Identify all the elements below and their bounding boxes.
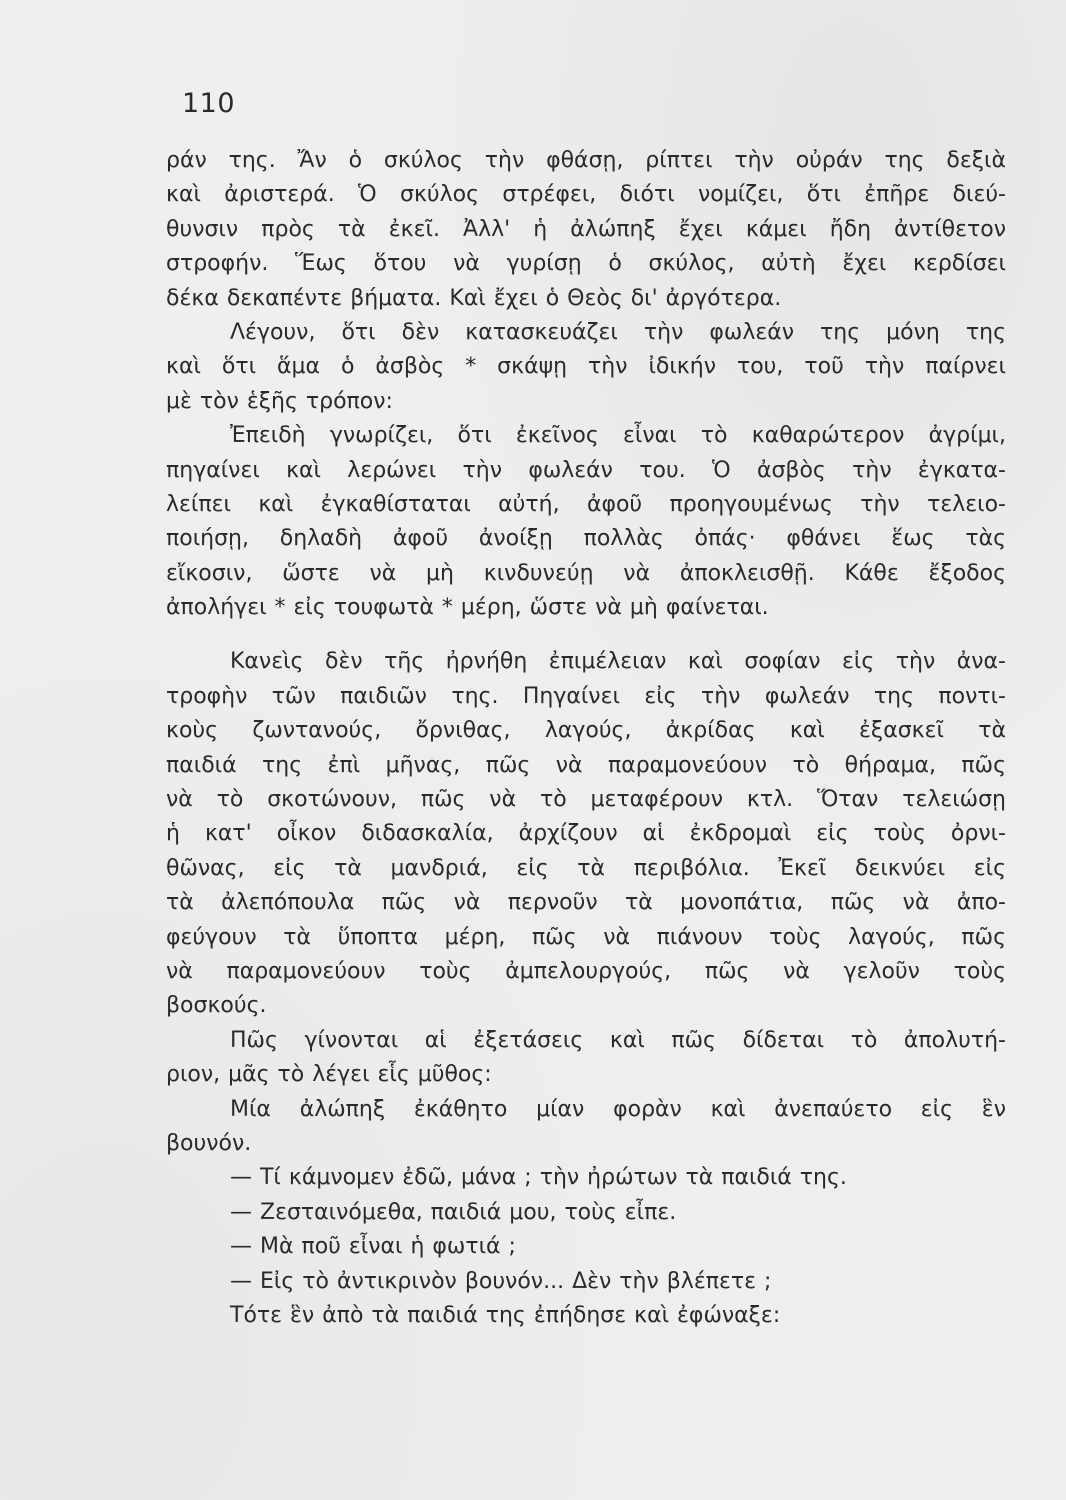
text-line: νὰ τὸ σκοτώνουν, πῶς νὰ τὸ μεταφέρουν κτλ. Ὅταν τελειώσῃ bbox=[166, 787, 1006, 813]
text-line: ράν της. Ἄν ὁ σκύλος τὴν φθάσῃ, ρίπτει τὴν οὐράν της δεξιὰ bbox=[166, 148, 1006, 173]
text-line: τὰ ἀλεπόπουλα πῶς νὰ περνοῦν τὰ μονοπάτια, πῶς νὰ ἀπο- bbox=[166, 890, 1006, 916]
text-line: κοὺς ζωντανούς, ὄρνιθας, λαγούς, ἀκρίδας καὶ ἐξασκεῖ τὰ bbox=[166, 718, 1006, 744]
text-line: — Ζεσταινόμεθα, παιδιά μου, τοὺς εἶπε. bbox=[230, 1199, 677, 1225]
text-line: εἴκοσιν, ὥστε νὰ μὴ κινδυνεύῃ νὰ ἀποκλεισθῇ. Κάθε ἔξοδος bbox=[166, 560, 1006, 586]
paragraph-gap bbox=[166, 625, 1006, 645]
text-line: θυνσιν πρὸς τὰ ἐκεῖ. Ἀλλ' ἡ ἀλώπηξ ἔχει κάμει ἤδη ἀντίθετον bbox=[166, 216, 1006, 242]
text-line: καὶ ὅτι ἅμα ὁ ἀσβὸς * σκάψῃ τὴν ἰδικήν του, τοῦ τὴν παίρνει bbox=[166, 354, 1006, 380]
text-line: — Τί κάμνομεν ἐδῶ, μάνα ; τὴν ἠρώτων τὰ παιδιά της. bbox=[230, 1165, 847, 1191]
text-line: ποιήσῃ, δηλαδὴ ἀφοῦ ἀνοίξῃ πολλὰς ὀπάς· φθάνει ἕως τὰς bbox=[166, 526, 1006, 552]
body-text bbox=[166, 144, 1006, 1333]
text-line: Λέγουν, ὅτι δὲν κατασκευάζει τὴν φωλεάν της μόνη της bbox=[230, 319, 1006, 345]
text-line: ἀπολήγει * εἰς τουφωτὰ * μέρη, ὥστε νὰ μὴ φαίνεται. bbox=[166, 595, 769, 621]
text-line: μὲ τὸν ἑξῆς τρόπον: bbox=[166, 388, 393, 414]
text-line: Κανεὶς δὲν τῆς ἠρνήθη ἐπιμέλειαν καὶ σοφίαν εἰς τὴν ἀνα- bbox=[230, 649, 1006, 675]
page-number: 110 bbox=[182, 88, 236, 119]
text-line: Ἐπειδὴ γνωρίζει, ὅτι ἐκεῖνος εἶναι τὸ καθαρώτερον ἀγρίμι, bbox=[230, 423, 1006, 449]
text-line: νὰ παραμονεύουν τοὺς ἀμπελουργούς, πῶς νὰ γελοῦν τοὺς bbox=[166, 958, 1006, 984]
text-line: — Εἰς τὸ ἀντικρινὸν βουνόν... Δὲν τὴν βλέπετε ; bbox=[230, 1268, 772, 1294]
text-line: καὶ ἀριστερά. Ὁ σκύλος στρέφει, διότι νομίζει, ὅτι ἐπῆρε διεύ- bbox=[166, 182, 1006, 208]
text-line: βοσκούς. bbox=[166, 993, 267, 1019]
text-line: τροφὴν τῶν παιδιῶν της. Πηγαίνει εἰς τὴν φωλεάν της ποντι- bbox=[166, 683, 1006, 709]
text-line: Τότε ἓν ἀπὸ τὰ παιδιά της ἐπήδησε καὶ ἐφώναξε: bbox=[230, 1302, 781, 1328]
text-line: παιδιά της ἐπὶ μῆνας, πῶς νὰ παραμονεύουν τὸ θήραμα, πῶς bbox=[166, 752, 1006, 778]
text-line: φεύγουν τὰ ὕποπτα μέρη, πῶς νὰ πιάνουν τοὺς λαγούς, πῶς bbox=[166, 924, 1006, 950]
text-line: Μία ἀλώπηξ ἐκάθητο μίαν φορὰν καὶ ἀνεπαύετο εἰς ἓν bbox=[230, 1096, 1006, 1122]
text-line: βουνόν. bbox=[166, 1130, 252, 1156]
text-line: στροφήν. Ἕως ὅτου νὰ γυρίσῃ ὁ σκύλος, αὐτὴ ἔχει κερδίσει bbox=[166, 251, 1006, 277]
text-line: Πῶς γίνονται αἱ ἐξετάσεις καὶ πῶς δίδεται τὸ ἀπολυτή- bbox=[230, 1027, 1006, 1053]
text-line: θῶνας, εἰς τὰ μανδριά, εἰς τὰ περιβόλια. Ἐκεῖ δεικνύει εἰς bbox=[166, 855, 1006, 881]
text-line: ἡ κατ' οἶκον διδασκαλία, ἀρχίζουν αἱ ἐκδρομαὶ εἰς τοὺς ὀρνι- bbox=[166, 821, 1006, 847]
text-line: δέκα δεκαπέντε βήματα. Καὶ ἔχει ὁ Θεὸς δι' ἀργότερα. bbox=[166, 285, 782, 311]
text-line: λείπει καὶ ἐγκαθίσταται αὐτή, ἀφοῦ προηγουμένως τὴν τελειο- bbox=[166, 491, 1006, 517]
text-line: πηγαίνει καὶ λερώνει τὴν φωλεάν του. Ὁ ἀσβὸς τὴν ἐγκατα- bbox=[166, 457, 1006, 483]
text-line: — Μὰ ποῦ εἶναι ἡ φωτιά ; bbox=[230, 1234, 516, 1260]
text-line: ριον, μᾶς τὸ λέγει εἷς μῦθος: bbox=[166, 1062, 492, 1088]
